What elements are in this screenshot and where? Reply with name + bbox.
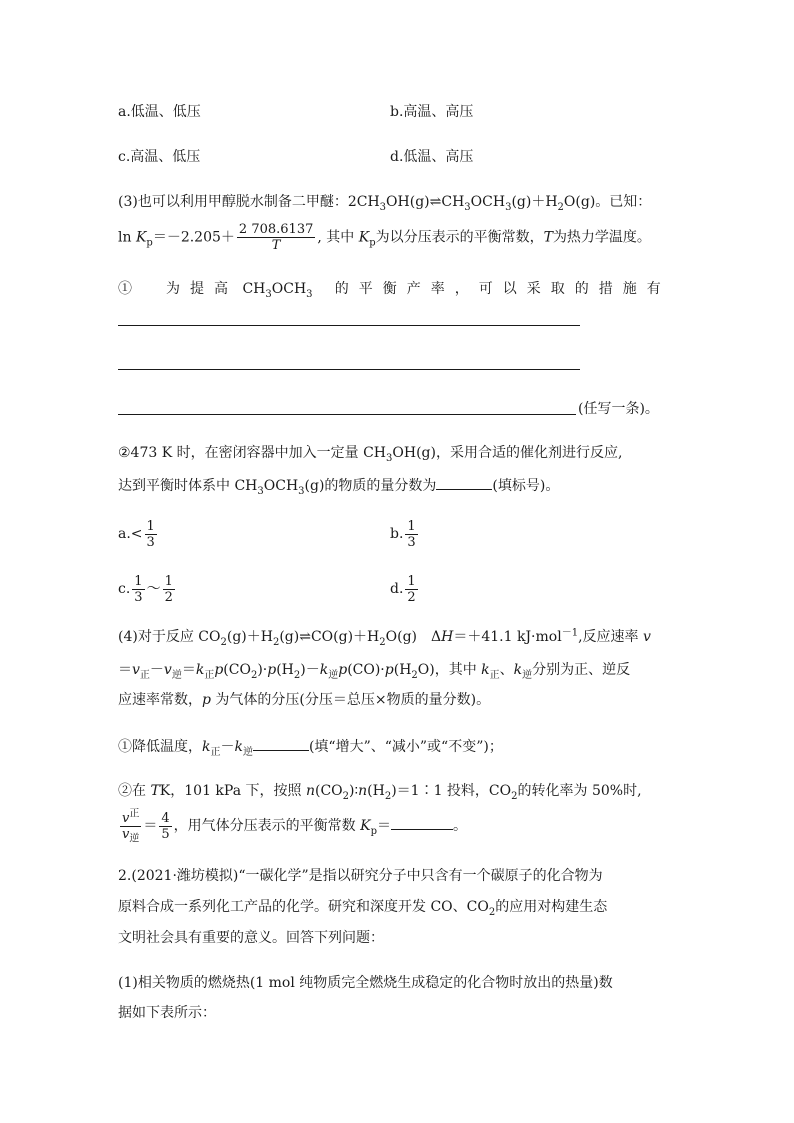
question-4-line1: (4)对于反应 $CO_2(g)+H_2(g)\rightleftharpoons CO(g)+H_2O(g)$ ΔH＝＋41.1 kJ·mol$^{-1}$,反应速率 v (118, 627, 651, 648)
option-d: d.低温、高压 (390, 149, 474, 165)
sub-question-1: ① 为提高 $CH_3OCH_3$ 的平衡产率，可以采取的措施有 (118, 281, 671, 300)
question-3-intro: (3)也可以利用甲醇脱水制备二甲醚：$2CH_3OH(g)\rightleftharpoons CH_3OCH_3(g)+H_2O(g)$。已知： (118, 194, 652, 213)
kp-fraction: $\frac{2 708.6137}{T}$ (238, 222, 314, 253)
blank-fraction[interactable] (436, 475, 492, 490)
choice-d: d. $\frac{1}{2}$ (390, 573, 416, 605)
choice-b: b. $\frac{1}{3}$ (390, 518, 416, 550)
question-4-line3: 应速率常数，p 为气体的分压(分压＝总压×物质的量分数)。 (118, 692, 491, 708)
question-4-sub2: ②在 TK，101 kPa 下，按照 $n(CO_2)∶n(H_2)=1∶1$ 投料，$CO_2$的转化率为 50%时, (118, 783, 642, 802)
choice-a: a.< $\frac{1}{3}$ (118, 518, 155, 550)
question-2-line2: 原料合成一系列化工产品的化学。研究和深度开发 CO、$CO_2$的应用对构建生态 (118, 899, 608, 918)
question-2-line1: 2.(2021·潍坊模拟)“一碳化学”是指以研究分子中只含有一个碳原子的化合物为 (118, 868, 603, 884)
question-2-line3: 文明社会具有重要的意义。回答下列问题： (118, 930, 384, 946)
answer-note: (任写一条)。 (578, 401, 659, 417)
answer-line-1[interactable] (118, 325, 580, 326)
blank-k-diff[interactable] (253, 736, 309, 751)
option-a: a.低温、低压 (118, 104, 201, 120)
sub-question-2-line2: 达到平衡时体系中 $CH_3OCH_3(g)$的物质的量分数为 (填标号)。 (118, 475, 559, 496)
question-4-sub2-ratio: $\frac{v^正}{v_逆}$ ＝ $\frac{4}{5}$ ，用气体分压表示的平衡常数 $K_p=$ 。 (122, 808, 467, 845)
option-c: c.高温、低压 (118, 149, 201, 165)
kp-equation: $\ln K_p=-2.205+$ $\frac{2 708.6137}{T}$ , 其中 $K_p$为以分压表示的平衡常数，T为热力学温度。 (118, 222, 651, 253)
question-4-line2: $=v_正-v_逆=k_正p(CO_2)\cdot p(H_2)-k_逆p(CO)\cdot p(H_2O)$，其中 $k_正$、$k_逆$分别为正、逆反 (118, 662, 631, 681)
question-2-sub1-line2: 据如下表所示： (118, 1005, 216, 1021)
rate-ratio: $\frac{v^正}{v_逆}$ (122, 808, 140, 845)
question-2-sub1-line1: (1)相关物质的燃烧热(1 mol 纯物质完全燃烧生成稳定的化合物时放出的热量)数 (118, 975, 613, 991)
question-4-sub1: ①降低温度，$k_正-k_逆$ (填“增大”、“减小”或“不变”)； (118, 736, 503, 757)
answer-line-3[interactable] (118, 414, 576, 415)
sub-question-2-line1: ②473 K 时，在密闭容器中加入一定量 $CH_3OH(g)$，采用合适的催化剂进行反应, (118, 445, 623, 464)
option-b: b.高温、高压 (390, 104, 474, 120)
choice-c: c. $\frac{1}{3}$ ～ $\frac{1}{2}$ (118, 573, 173, 605)
blank-kp[interactable] (391, 815, 453, 830)
answer-line-2[interactable] (118, 369, 580, 370)
